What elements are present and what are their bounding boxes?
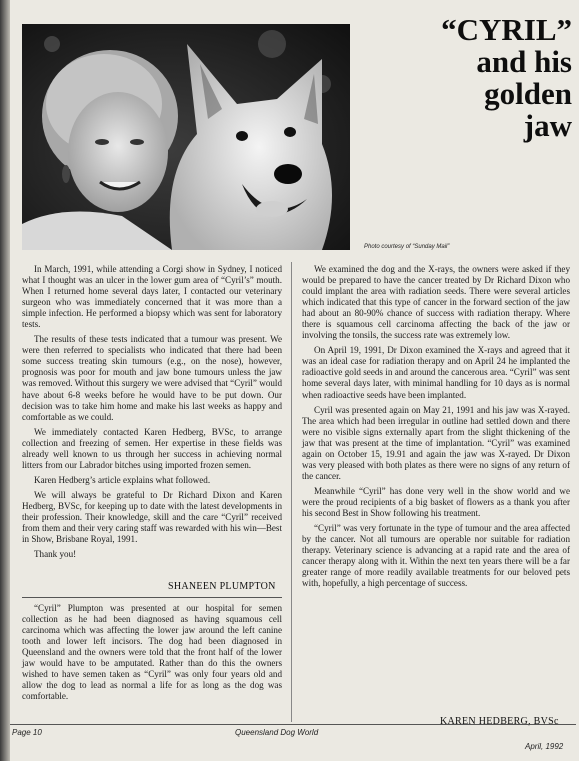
- headline-line-4: jaw: [523, 108, 572, 143]
- paragraph: Karen Hedberg’s article explains what followed.: [34, 474, 211, 485]
- paragraph: We immediately contacted Karen Hedberg, BVSc, to arrange collection and freezing of semen. Her expertise in these fields was already well known to us through her success in achieving normal litters from our Labrador bitches using imported frozen semen.: [22, 426, 282, 470]
- page-binding-shadow: [0, 0, 10, 761]
- paragraph: We will always be grateful to Dr Richard Dixon and Karen Hedberg, BVSc, for keeping up to date with the latest developments in their profession. Their knowledge, skill and the care “Cyril” received from them and their very caring staff was rewarded with his win—Best in Show, Brisbane Royal, 1991.: [22, 489, 282, 545]
- paragraph: In March, 1991, while attending a Corgi show in Sydney, I noticed what I thought was an ulcer in the lower gum area of “Cyril’s” mouth. When I returned home several days later, I contacted our veterinary surgeon who was immediately concerned that it was more than a simple infection. He performed a biopsy which was sent for laboratory tests.: [22, 264, 282, 330]
- paragraph: “Cyril” was very fortunate in the type of tumour and the area affected by the cancer. Not all tumours are operable nor suitable for radiation therapy. Veterinary science is advancing at a rapid rate and the area of cancer therapy along with it. Within the next ten years there will be a far greater range of more readily available treatments for our beloved pets with, hopefully, a high percentage of success.: [302, 523, 570, 589]
- paragraph: On April 19, 1991, Dr Dixon examined the X-rays and agreed that it was an ideal case for radiation therapy and on April 24 he implanted the radioactive gold seeds in and around the cancerous area. “Cyril” was sent home several days later, with minimal handling for 10 days as is normal when radioactive seeds have been implanted.: [302, 345, 570, 400]
- headline-line-2: and his: [476, 44, 572, 79]
- paragraph: “Cyril” Plumpton was presented at our hospital for semen collection as he had been diagnosed as having squamous cell carcinoma which was affecting the lower jaw around the left canine tooth and lower left incisors. The dog had been diagnosed in Queensland and the owners were told that the front half of the lower jaw would have to be amputated. Rather than do this the owners wished to have semen taken as “Cyril” was only four years old and allow the dog to lead as normal a life for as long as the dog was comfortable.: [22, 603, 282, 702]
- photo-credit: Photo courtesy of “Sunday Mail”: [364, 244, 450, 250]
- section-divider: [22, 597, 282, 598]
- right-column: [302, 264, 570, 593]
- paragraph: The results of these tests indicated that a tumour was present. We were then referred to specialists who indicated that there had been some success treating skin tumours (e.g., on the nose), however, prognosis was poor for mouth and jaw bone tumours unless the jaw was removed. Without this surgery we were advised that “Cyril” would have about 6-8 weeks before he would have to be put down. Our decision was to take him home and make his last weeks as happy and comfortable as we could.: [22, 334, 282, 422]
- page-number: Page 10: [12, 728, 42, 737]
- paragraph: Cyril was presented again on May 21, 1991 and his jaw was X-rayed. The area which had been irregular in outline had settled down and there were no visible signs externally apart from the slight thickening of the jaw that was present at the time of implantation. “Cyril” was examined again on October 15, 19.91 and again the jaw was X-rayed. Dr Dixon was very pleased with both plates as there were no signs of any return of the cancer.: [302, 404, 570, 481]
- paragraph: Meanwhile “Cyril” has done very well in the show world and we were the proud recipients of a big basket of flowers as a thank you after his second Best in Show following his treatment.: [302, 485, 570, 518]
- left-column-top: [22, 264, 282, 564]
- footer-rule: [10, 724, 576, 725]
- signature-shaneen-plumpton: SHANEEN PLUMPTON: [168, 581, 276, 592]
- column-divider: [291, 262, 292, 722]
- issue-date: April, 1992: [525, 742, 564, 751]
- magazine-name: Queensland Dog World: [235, 728, 319, 737]
- photo-woman-with-corgi: [22, 24, 350, 250]
- paragraph: Thank you!: [34, 549, 77, 560]
- left-column-bottom: [22, 603, 282, 706]
- article-headline: [372, 14, 572, 142]
- headline-line-3: golden: [484, 76, 572, 111]
- paragraph: We examined the dog and the X-rays, the owners were asked if they would be prepared to have the cancer treated by Dr Richard Dixon who could implant the area with radiation seeds. There were several articles which indicated that this type of cancer in the forward section of the jaw had about an 80-90% chance of success with radiation therapy. Where there is squamous cell carcinoma affecting the back of the jaw or involving the tonsils, the success rate was extremely low.: [302, 264, 570, 341]
- headline-line-1: “CYRIL”: [441, 12, 572, 47]
- signature-karen-hedberg: KAREN HEDBERG, BVSc: [440, 716, 559, 727]
